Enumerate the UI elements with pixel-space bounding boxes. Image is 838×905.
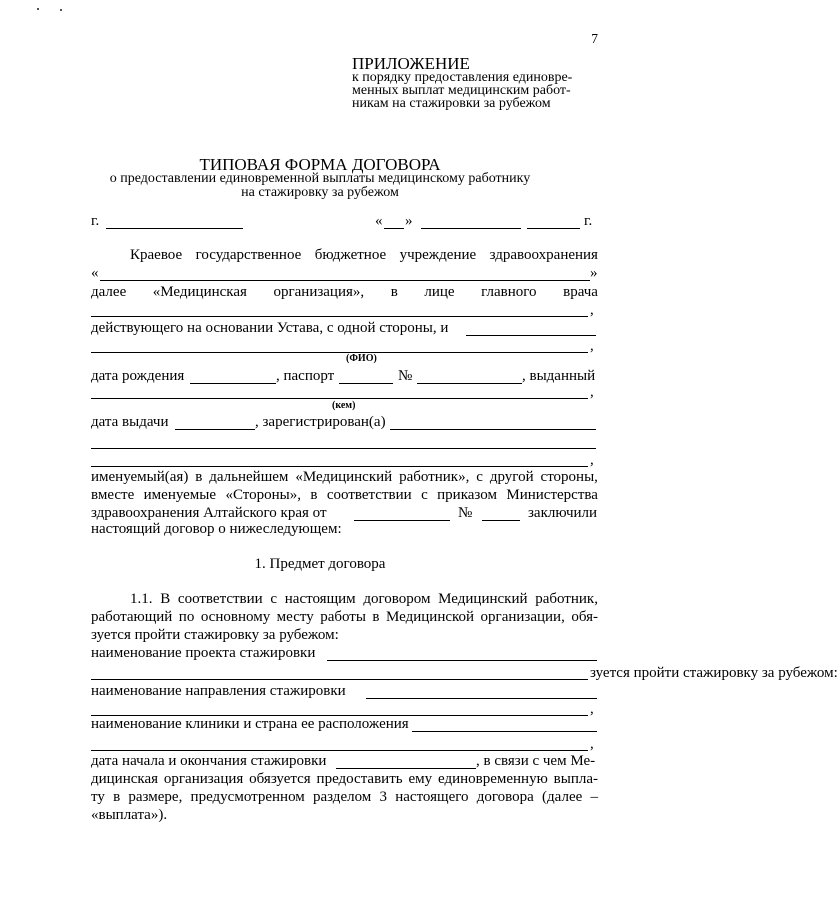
word: основному [200, 609, 271, 625]
comma: , [590, 452, 594, 468]
word: лице [424, 284, 455, 300]
word: в [390, 284, 398, 300]
kem-caption: (кем) [332, 400, 356, 411]
word: выпла- [553, 771, 598, 787]
word: именуемый(ая) [91, 469, 189, 485]
quote-open: « [91, 265, 99, 281]
word: стороны, [540, 469, 598, 485]
word: договором [363, 591, 431, 607]
passport-label: , паспорт [276, 368, 335, 384]
direction-blank [366, 698, 597, 699]
registration-blank-3 [91, 466, 588, 467]
word: работник, [535, 591, 598, 607]
year-blank [527, 228, 580, 229]
word: другой [489, 469, 534, 485]
order-date-blank [354, 520, 450, 521]
word: в [195, 469, 203, 485]
word: дицинская [91, 771, 159, 787]
word: Краевое [130, 247, 183, 263]
word: разделом [313, 789, 372, 805]
word: с [270, 591, 278, 607]
clinic-blank-2 [91, 750, 588, 751]
acting-on-charter: действующего на основании Устава, с одной стороны, и [91, 320, 449, 336]
clinic-label: наименование клиники и страна ее расположения [91, 716, 409, 732]
word: врача [563, 284, 598, 300]
section-title: 1. Предмет договора [254, 556, 386, 572]
word: организации, [480, 609, 565, 625]
word: учреждение [399, 247, 477, 263]
word: с [421, 487, 428, 503]
word: Медицинский [438, 591, 528, 607]
passport-number-blank [417, 383, 522, 384]
word: предоставить [316, 771, 403, 787]
dates-blank [336, 768, 476, 769]
dates-suffix: , в связи с чем Ме- [476, 753, 596, 769]
together-line [91, 488, 598, 503]
word: работающий [91, 609, 173, 625]
form-subtitle: о предоставлении единовременной выплаты медицинскому работнику [109, 171, 531, 186]
registration-blank-2 [91, 448, 596, 449]
concluded-label: заключили [528, 505, 598, 521]
order-number-blank [482, 520, 520, 521]
section1-line-3: зуется пройти стажировку за рубежом: [91, 627, 339, 643]
comma: , [590, 338, 594, 354]
word: В [160, 591, 171, 607]
day-blank [384, 228, 404, 229]
word: работы [320, 609, 366, 625]
word: Министерства [506, 487, 598, 503]
month-blank [421, 228, 521, 229]
word: предусмотренном [190, 789, 305, 805]
project-blank [327, 660, 597, 661]
section1-line-a [91, 772, 598, 787]
word: обязуется [249, 771, 311, 787]
word: организация», [273, 284, 365, 300]
appendix-title: ПРИЛОЖЕНИЕ [352, 54, 470, 73]
issue-date-label: дата выдачи [91, 414, 169, 430]
city-prefix: г. [91, 213, 100, 229]
word: по [178, 609, 195, 625]
word: – [590, 789, 598, 805]
word: работник», [399, 469, 470, 485]
word: государственное [195, 247, 302, 263]
word: размере, [128, 789, 183, 805]
comma: , [590, 701, 594, 717]
form-title: ТИПОВАЯ ФОРМА ДОГОВОРА [199, 155, 441, 174]
scan-speck [37, 8, 39, 10]
clinic-blank [412, 731, 597, 732]
word: ему [408, 771, 433, 787]
word: организация [163, 771, 244, 787]
quote-open: « [375, 213, 383, 229]
appendix-line: к порядку предоставления единовре- [352, 70, 573, 85]
direction-label: наименование направления стажировки [91, 683, 346, 699]
issue-date-blank [175, 429, 255, 430]
quote-close: » [590, 265, 598, 281]
word: в [372, 609, 380, 625]
section1-line-c: «выплата»). [91, 807, 168, 823]
dates-label: дата начала и окончания стажировки [91, 753, 327, 769]
conclude-line: настоящий договор о нижеследующем: [91, 521, 342, 537]
word: именуемые [143, 487, 217, 503]
project-blank-2 [91, 679, 588, 680]
ministry-order: здравоохранения Алтайского края от [91, 505, 327, 521]
passport-series-blank [339, 383, 393, 384]
issued-label: , выданный [522, 368, 596, 384]
number-sign: № [398, 368, 413, 384]
word: «Стороны», [225, 487, 301, 503]
counterparty-blank [466, 335, 596, 336]
word: вместе [91, 487, 135, 503]
chief-doctor-blank [91, 316, 588, 317]
issued-by-blank [91, 398, 588, 399]
word: «Медицинский [295, 469, 393, 485]
word: главного [481, 284, 537, 300]
comma: зуется пройти стажировку за рубежом: [590, 665, 838, 681]
word: «Медицинская [152, 284, 247, 300]
section1-line-2 [91, 610, 598, 625]
word: дальнейшем [209, 469, 289, 485]
word: единовременную [437, 771, 548, 787]
number-sign: № [458, 505, 473, 521]
parties-line-3 [91, 285, 598, 300]
project-label: наименование проекта стажировки [91, 645, 316, 661]
birth-date-blank [190, 383, 276, 384]
parties-line-1 [130, 248, 598, 263]
comma: , [590, 384, 594, 400]
word: соответствии [326, 487, 412, 503]
word: приказом [437, 487, 497, 503]
word: соответствии [177, 591, 263, 607]
quote-close: » [405, 213, 413, 229]
word: (далее [542, 789, 583, 805]
form-subtitle: на стажировку за рубежом [241, 185, 399, 200]
word: в [310, 487, 318, 503]
appendix-line: менных выплат медицинским работ- [352, 83, 571, 98]
word: 3 [379, 789, 388, 805]
word: в [113, 789, 121, 805]
birth-date-label: дата рождения [91, 368, 185, 384]
word: бюджетное [314, 247, 387, 263]
word: 1.1. [130, 591, 153, 607]
named-line [91, 470, 598, 485]
word: с [476, 469, 483, 485]
comma: , [590, 302, 594, 318]
word: далее [91, 284, 127, 300]
section1-line-1 [130, 592, 598, 607]
word: Медицинской [386, 609, 475, 625]
fio-caption: (ФИО) [346, 353, 377, 364]
year-suffix: г. [584, 213, 593, 229]
word: здравоохранения [489, 247, 598, 263]
word: настоящим [284, 591, 356, 607]
fio-blank [91, 352, 588, 353]
section1-line-b [91, 790, 598, 805]
comma: , [590, 736, 594, 752]
city-blank [106, 228, 243, 229]
word: месту [276, 609, 314, 625]
word: обя- [571, 609, 598, 625]
word: ту [91, 789, 105, 805]
scan-speck [60, 9, 62, 11]
appendix-line: никам на стажировки за рубежом [352, 96, 551, 111]
institution-name-blank [100, 280, 590, 281]
word: договора [476, 789, 534, 805]
page-number: 7 [591, 31, 598, 46]
registration-blank [390, 429, 596, 430]
word: настоящего [395, 789, 469, 805]
registered-label: , зарегистрирован(а) [255, 414, 386, 430]
